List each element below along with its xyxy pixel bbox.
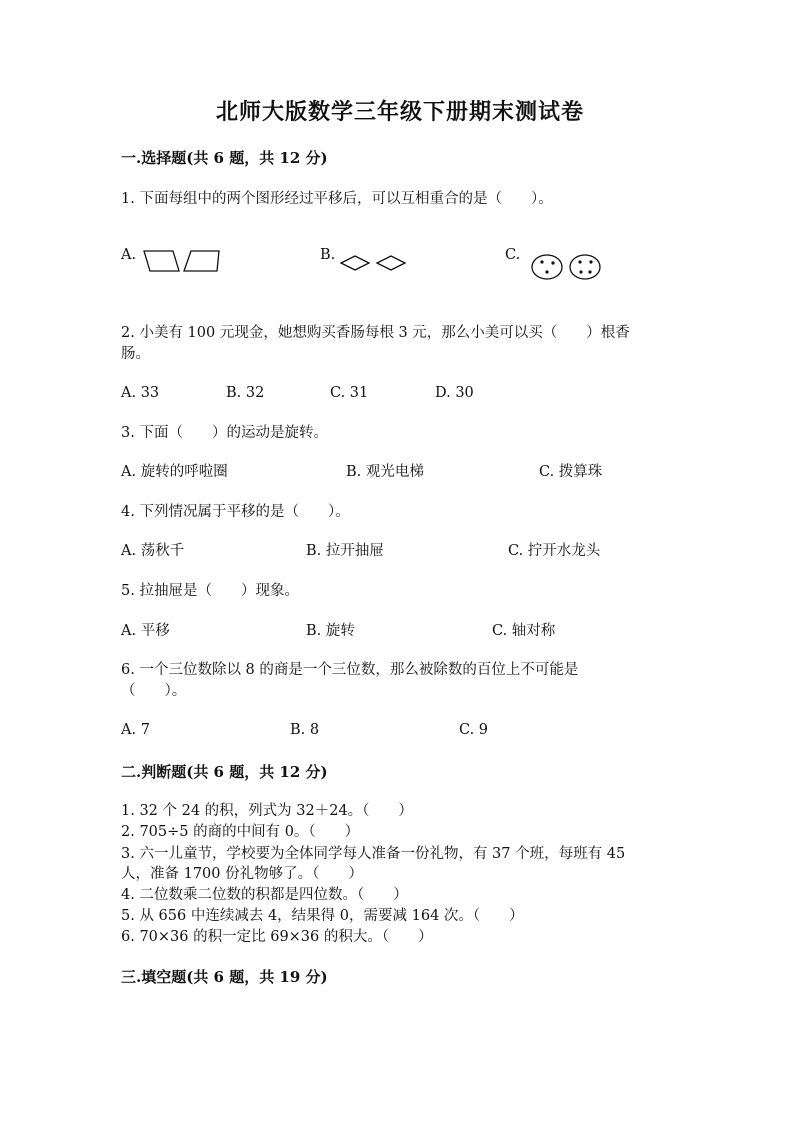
q5-option-b: B. 旋转 xyxy=(306,623,355,639)
dotted-circle-pair-icon xyxy=(530,252,604,282)
section-heading-fill-in: 三.填空题(共 6 题，共 19 分) xyxy=(121,968,328,986)
parallelogram-pair-icon xyxy=(142,248,224,274)
q2-option-c: C. 31 xyxy=(330,385,369,401)
section-heading-choice: 一.选择题(共 6 题，共 12 分) xyxy=(121,149,328,167)
q1-option-a-label: A. xyxy=(121,247,137,263)
judgement-item-4: 4. 二位数乘二位数的积都是四位数。（ ） xyxy=(121,887,408,903)
q2-option-a: A. 33 xyxy=(121,385,160,401)
question-3-stem: 3. 下面（ ）的运动是旋转。 xyxy=(121,425,328,441)
page-title: 北师大版数学三年级下册期末测试卷 xyxy=(215,99,584,125)
q5-option-a: A. 平移 xyxy=(121,623,170,639)
q6-option-b: B. 8 xyxy=(290,722,320,738)
q1-option-b-label: B. xyxy=(320,247,336,263)
judgement-item-6: 6. 70×36 的积一定比 69×36 的积大。（ ） xyxy=(121,929,433,945)
rhombus-pair-icon xyxy=(340,253,408,273)
judgement-item-2: 2. 705÷5 的商的中间有 0。（ ） xyxy=(121,824,360,840)
q3-option-b: B. 观光电梯 xyxy=(346,464,424,480)
question-2-stem-line1: 2. 小美有 100 元现金，她想购买香肠每根 3 元，那么小美可以买（ ）根香 xyxy=(121,325,630,341)
section-heading-judgement: 二.判断题(共 6 题，共 12 分) xyxy=(121,763,328,781)
judgement-item-5: 5. 从 656 中连续减去 4，结果得 0，需要减 164 次。（ ） xyxy=(121,908,524,924)
question-6-stem-line1: 6. 一个三位数除以 8 的商是一个三位数，那么被除数的百位上不可能是 xyxy=(121,662,579,678)
question-5-stem: 5. 拉抽屉是（ ）现象。 xyxy=(121,583,299,599)
q1-option-c-label: C. xyxy=(505,247,521,263)
question-6-stem-line2: （ ）。 xyxy=(121,683,187,699)
q2-option-d: D. 30 xyxy=(435,385,474,401)
judgement-item-3-line2: 人，准备 1700 份礼物够了。（ ） xyxy=(121,866,363,882)
q2-option-b: B. 32 xyxy=(226,385,265,401)
q3-option-c: C. 拨算珠 xyxy=(539,464,603,480)
q4-option-c: C. 拧开水龙头 xyxy=(508,543,601,559)
question-1-stem: 1. 下面每组中的两个图形经过平移后，可以互相重合的是（ ）。 xyxy=(121,191,553,207)
q6-option-a: A. 7 xyxy=(121,722,150,738)
q4-option-a: A. 荡秋千 xyxy=(121,543,185,559)
judgement-item-1: 1. 32 个 24 的积，列式为 32＋24。（ ） xyxy=(121,803,413,819)
q3-option-a: A. 旋转的呼啦圈 xyxy=(121,464,228,480)
question-4-stem: 4. 下列情况属于平移的是（ ）。 xyxy=(121,504,350,520)
q4-option-b: B. 拉开抽屉 xyxy=(306,543,384,559)
q5-option-c: C. 轴对称 xyxy=(492,623,556,639)
judgement-item-3-line1: 3. 六一儿童节，学校要为全体同学每人准备一份礼物，有 37 个班，每班有 45 xyxy=(121,846,626,862)
q6-option-c: C. 9 xyxy=(459,722,489,738)
question-2-stem-line2: 肠。 xyxy=(121,346,150,362)
